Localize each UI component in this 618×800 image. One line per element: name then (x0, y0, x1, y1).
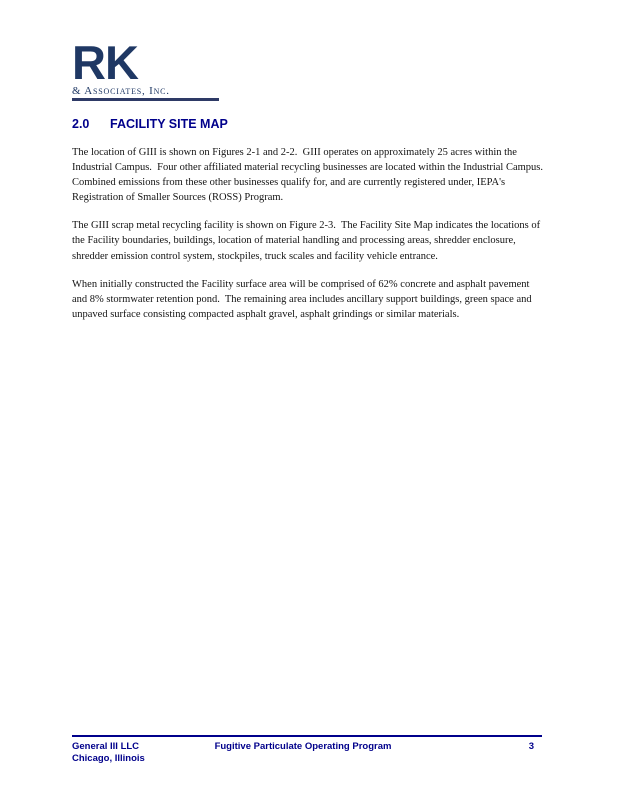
company-logo (72, 36, 219, 101)
footer-program-title: Fugitive Particulate Operating Program (214, 741, 392, 752)
logo-underline (72, 98, 219, 101)
footer-company-block (72, 741, 215, 764)
paragraph-surface-composition: When initially constructed the Facility surface area will be comprised of 62% concrete and asphalt pavement and 8% stormwater retention pond. The remaining area includes ancillary support buildings, green space and unpaved surface consisting compacted asphalt gravel, asphalt grindings or similar materials. (72, 278, 535, 320)
section-title: FACILITY SITE MAP (110, 117, 228, 131)
footer-row (72, 741, 542, 764)
page-content (72, 36, 549, 335)
footer-page-number: 3 (528, 741, 535, 752)
document-body (72, 145, 549, 322)
footer-company-name: General III LLC (72, 741, 140, 752)
footer-company-location: Chicago, Illinois (72, 752, 145, 764)
logo-subtitle: & Associates, Inc. (72, 85, 170, 97)
footer-rule (72, 735, 542, 737)
paragraph-facility-location: The location of GIII is shown on Figures 2-1 and 2-2. GIII operates on approximately 25 acres within the Industrial Campus. Four other affiliated material recycling businesses are located within the Industrial Campus. Combined emissions from these other businesses qualify for, and are currently registered under, IEPA's Registration of Smaller Sources (ROSS) Program. (72, 147, 549, 204)
logo-initials: RK (72, 36, 138, 89)
paragraph-site-map-contents: The GIII scrap metal recycling facility is shown on Figure 2-3. The Facility Site Map indicates the locations of the Facility boundaries, buildings, location of material handling and processing areas, shredder enclosure, shredder emission control system, stockpiles, truck scales and facility vehicle entrance. (72, 220, 543, 262)
section-heading (72, 117, 546, 132)
section-number: 2.0 (72, 117, 90, 131)
page-footer (72, 735, 542, 764)
